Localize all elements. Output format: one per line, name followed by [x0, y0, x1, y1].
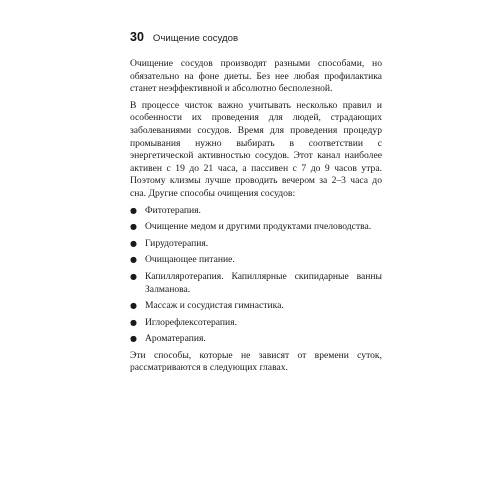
running-head — [130, 30, 238, 46]
list-item — [130, 317, 382, 330]
bullet-icon: ● — [130, 205, 137, 215]
running-title: Очищение сосудов — [152, 33, 239, 44]
bullet-icon: ● — [130, 317, 137, 327]
bullet-icon: ● — [130, 255, 137, 265]
list-item — [130, 271, 382, 296]
bullet-icon: ● — [130, 334, 137, 344]
list-item — [130, 333, 382, 346]
bullet-icon: ● — [130, 271, 137, 281]
list-item-text: Ароматерапия. — [145, 333, 206, 345]
body-text — [130, 58, 382, 379]
list-item-text: Гирудотерапия. — [145, 237, 209, 249]
list-item-text: Массаж и сосудистая гимнастика. — [145, 300, 284, 312]
list-item-text: Очищение медом и другими продуктами пчеловодства. — [145, 221, 372, 233]
paragraph-closing: Эти способы, которые не зависят от времени суток, рассматриваются в следующих главах. — [130, 349, 382, 374]
bullet-icon: ● — [130, 301, 137, 311]
list-item-text: Очищающее питание. — [145, 254, 235, 266]
paragraph-intro: Очищение сосудов производят разными способами, но обязательно на фоне диеты. Без нее любая профилактика станет неэффективной и абсолютно бесполезной. — [130, 58, 382, 95]
list-item — [130, 238, 382, 251]
bullet-icon: ● — [130, 222, 137, 232]
list-item — [130, 221, 382, 234]
list-item — [130, 300, 382, 313]
bullet-icon: ● — [130, 238, 137, 248]
list-item-text: Капилляротерапия. Капиллярные скипидарные ванны Залманова. — [145, 270, 382, 295]
list-item — [130, 254, 382, 267]
page-number: 30 — [130, 30, 144, 44]
paragraph-rules: В процессе чисток важно учитывать несколько правил и особенности их проведения для людей, страдающих заболеваниями сосудов. Время для проведения процедур промывания нужно выбирать в соответствии с энергетической активностью сосудов. Этот канал наиболее активен с 19 до 21 часа, а пассивен с 7 до 9 часов утра. Поэтому клизмы лучше проводить вечером за 2–3 часа до сна. Другие способы очищения сосудов: — [130, 99, 382, 199]
list-item-text: Иглорефлексотерапия. — [145, 316, 237, 328]
methods-list — [130, 205, 382, 346]
list-item — [130, 205, 382, 218]
list-item-text: Фитотерапия. — [145, 204, 201, 216]
